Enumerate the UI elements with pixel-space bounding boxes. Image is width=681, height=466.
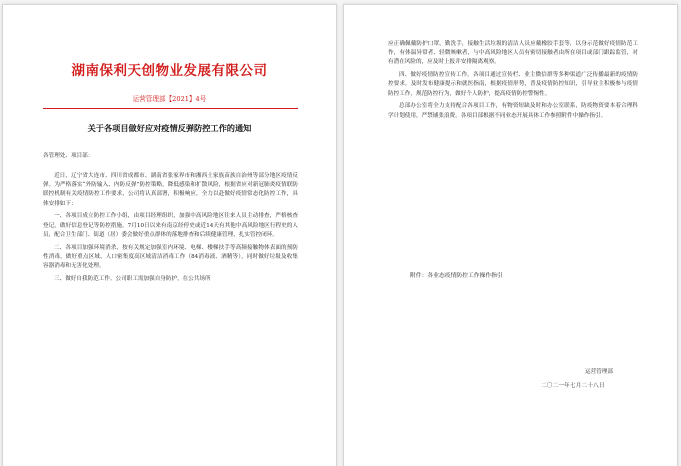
paragraph: 总部办公室将全力支持配合各项目工作，有物资短缺及时和办公室联系，防疫物资要本着合理科学计划使用，严禁铺张浪费。各项目部根据不同业态开展具体工作参照附件中操作指引。 xyxy=(388,103,638,119)
body-text-page-2 xyxy=(388,40,638,124)
paragraph: 二、各项目加强环境消杀，按有关规定加强室内环境、电梯、楼梯扶手等高频接触物体表面的预防性消毒，做好重点区域、人口密集度高区域清洁消毒工作（84消毒液、酒精等），同时做好垃圾及收集容器消毒和无害化处理。 xyxy=(43,244,298,270)
issuer: 运营管理部 xyxy=(585,369,613,375)
page-1 xyxy=(2,4,337,466)
paragraph: 近日，辽宁省大连市、四川省成都市、湖南省张家界市和湘西土家族苗族自治州等部分地区疫情反弹。为严格落实“外防输入、内防反弹”防控策略，降低感染和扩散风险，根据省应对新冠肺炎疫情联防联控机制有关疫情防控工作要求，公司将认真部署，积极响应，全力以赴做好疫情常态化防控工作，具体安排如下： xyxy=(43,173,298,207)
salutation: 各管理处、项目部： xyxy=(43,153,94,159)
issue-date: 二〇二一年七月二十八日 xyxy=(541,383,605,389)
paragraph: 四、做好疫情防控宣传工作。各项目通过宣传栏、业主微信群等多种渠道广泛传播最新的疫情防控要求，及时发布健康提示和就医指南，根据疫情形势，普及疫情防控知识，引导业主积极参与疫情防控工作，规范防控行为，做好个人防护，提高疫情防控警惕性。 xyxy=(388,72,638,97)
paragraph: 一、各项目成立防控工作小组，由项目经理组织，加强中高风险地区往来人员主动排查，严格核查登记，做好信息登记等防控措施。7月10日以来有南京经停史或近14天有其他中高风险地区行程史的人员，配合卫生部门、街道（居）委会做好重点群体的落地排查和后续健康管理，扎实管控闭环。 xyxy=(43,213,298,238)
notice-title: 关于各项目做好应对疫情反弹防控工作的通知 xyxy=(87,123,252,133)
attachment-note: 附件：各业态疫情防控工作操作指引 xyxy=(410,273,503,279)
document-number: 运营管理部【2021】4号 xyxy=(132,95,207,103)
paragraph: 应正确佩戴防护口罩，勤洗手，接触生活垃圾的清洁人员应戴橡胶手套等，以身示范做好疫情防范工作，有体温异常者、轻微咳嗽者，与中高风险地区人员有密切接触者由所在项目或部门跟踪监管，对有潜在风险的，应及时上报并安排隔离观察。 xyxy=(388,41,638,66)
paragraph: 三、做好自我防范工作。公司职工需加强自身防护，在公共场所 xyxy=(54,275,211,282)
body-text-page-1 xyxy=(43,172,298,288)
red-divider xyxy=(43,108,298,109)
letterhead-company: 湖南保利天创物业发展有限公司 xyxy=(71,63,268,79)
